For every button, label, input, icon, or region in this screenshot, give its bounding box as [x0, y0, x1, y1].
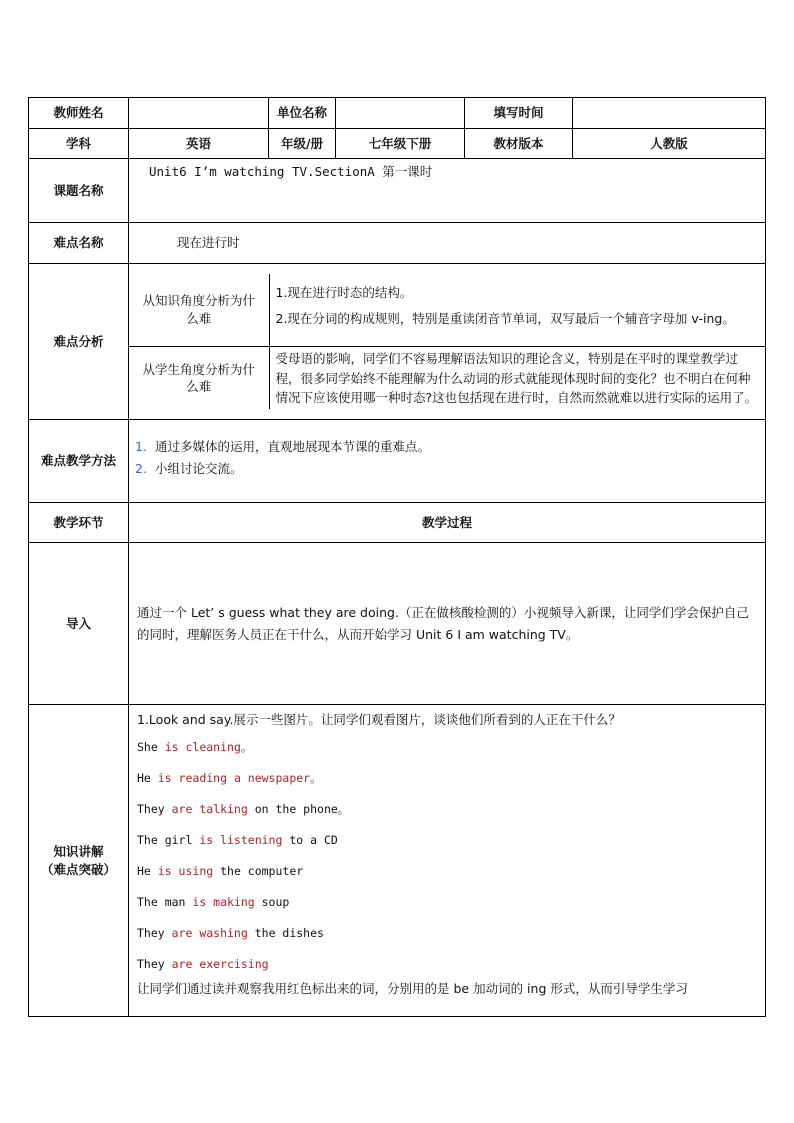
example-subject: They — [137, 956, 172, 971]
example-sentence — [137, 918, 757, 949]
method-number-2: 2. — [135, 460, 147, 476]
example-subject: The man — [137, 894, 193, 909]
grade-value: 七年级下册 — [336, 129, 465, 159]
example-subject: He — [137, 863, 158, 878]
difficulty-row — [29, 223, 766, 264]
example-rest: 。 — [240, 739, 253, 754]
fill-date-value — [573, 98, 766, 129]
example-highlighted-verb: are talking — [171, 801, 248, 816]
example-sentence — [137, 732, 757, 763]
example-subject: The girl — [137, 832, 200, 847]
knowledge-angle-label: 从知识角度分析为什么难 — [129, 274, 269, 347]
methods-content — [129, 420, 766, 503]
subject-label: 学科 — [29, 129, 129, 159]
analysis-inner-table — [129, 274, 765, 410]
grade-label: 年级/册 — [269, 129, 336, 159]
difficulty-value: 现在进行时 — [129, 223, 766, 264]
method-item-2 — [135, 460, 759, 478]
analysis-row — [29, 264, 766, 420]
example-sentence — [137, 949, 757, 980]
analysis-label: 难点分析 — [29, 264, 129, 420]
example-sentence — [137, 763, 757, 794]
methods-label: 难点教学方法 — [29, 420, 129, 503]
edition-label: 教材版本 — [465, 129, 573, 159]
knowledge-content — [129, 705, 766, 1017]
example-rest: to a CD — [282, 832, 338, 847]
subject-value: 英语 — [129, 129, 269, 159]
knowledge-label-line-2: （难点突破） — [40, 861, 116, 877]
example-highlighted-verb: is cleaning — [164, 739, 241, 754]
knowledge-intro: 1.Look and say.展示一些图片。让同学们观看图片，谈谈他们所看到的人正在干什么？ — [137, 712, 621, 727]
method-text-1: 通过多媒体的运用，直观地展现本节课的重难点。 — [155, 439, 431, 454]
example-highlighted-verb: are washing — [171, 925, 248, 940]
knowledge-row — [29, 705, 766, 1017]
example-rest: on the phone。 — [247, 801, 350, 816]
method-item-1 — [135, 438, 759, 456]
intro-label: 导入 — [29, 543, 129, 705]
unit-name-label: 单位名称 — [269, 98, 336, 129]
knowledge-outro: 让同学们通过读并观察我用红色标出来的词，分别用的是 be 加动词的 ing 形式，从而引导学生学习 — [137, 980, 688, 996]
example-sentence — [137, 794, 757, 825]
example-rest: 。 — [310, 770, 322, 785]
student-angle-content: 受母语的影响，同学们不容易理解语法知识的理论含义，特别是在平时的课堂教学过程，很多同学始终不能理解为什么动词的形式就能现体现时间的变化？也不明白在何种情况下应该使用哪一种时态?这也包括现在进行时，自然而然就难以进行实际的运用了。 — [269, 347, 765, 410]
example-sentence — [137, 856, 757, 887]
example-sentence-list — [137, 732, 757, 980]
fill-date-label: 填写时间 — [465, 98, 573, 129]
example-rest: soup — [254, 894, 290, 909]
example-highlighted-verb: is reading a newspaper — [157, 770, 311, 785]
example-sentence — [137, 825, 757, 856]
info-row-1 — [29, 98, 766, 129]
example-sentence — [137, 887, 757, 918]
method-number-1: 1. — [135, 439, 147, 454]
topic-value: Unit6 I’m watching TV.SectionA 第一课时 — [129, 159, 766, 223]
analysis-content — [129, 264, 766, 420]
topic-label: 课题名称 — [29, 159, 129, 223]
knowledge-label-line-1: 知识讲解 — [53, 844, 104, 859]
example-highlighted-verb: are exercising — [171, 956, 269, 971]
example-subject: He — [137, 770, 158, 785]
student-angle-label: 从学生角度分析为什么难 — [129, 347, 269, 410]
knowledge-line-1: 1.现在进行时态的结构。 — [275, 284, 413, 300]
knowledge-label — [29, 705, 129, 1017]
example-rest: the dishes — [247, 925, 324, 940]
example-highlighted-verb: is using — [157, 863, 214, 878]
example-subject: They — [137, 925, 172, 940]
teacher-name-value — [129, 98, 269, 129]
teacher-name-label: 教师姓名 — [29, 98, 129, 129]
example-highlighted-verb: is listening — [199, 832, 283, 847]
knowledge-line-2: 2.现在分词的构成规则，特别是重读闭音节单词，双写最后一个辅音字母加 v-ing。 — [275, 310, 735, 326]
process-header: 教学过程 — [129, 503, 766, 543]
lesson-plan-table — [28, 97, 766, 1017]
example-subject: They — [137, 801, 172, 816]
stage-header: 教学环节 — [29, 503, 129, 543]
info-row-2 — [29, 129, 766, 159]
intro-text: 通过一个 Let’ s guess what they are doing.（正在做核酸检测的）小视频导入新课，让同学们学会保护自己的同时，理解医务人员正在干什么，从而开始学习 Unit 6 I am watching TV。 — [129, 543, 766, 705]
method-text-2: 小组讨论交流。 — [155, 460, 243, 476]
intro-row — [29, 543, 766, 705]
example-highlighted-verb: is making — [192, 894, 255, 909]
example-rest: the computer — [213, 863, 304, 878]
edition-value: 人教版 — [573, 129, 766, 159]
unit-name-value — [336, 98, 465, 129]
methods-row — [29, 420, 766, 503]
knowledge-angle-content — [269, 274, 765, 347]
example-subject: She — [137, 739, 165, 754]
difficulty-label: 难点名称 — [29, 223, 129, 264]
topic-row — [29, 159, 766, 223]
process-header-row — [29, 503, 766, 543]
